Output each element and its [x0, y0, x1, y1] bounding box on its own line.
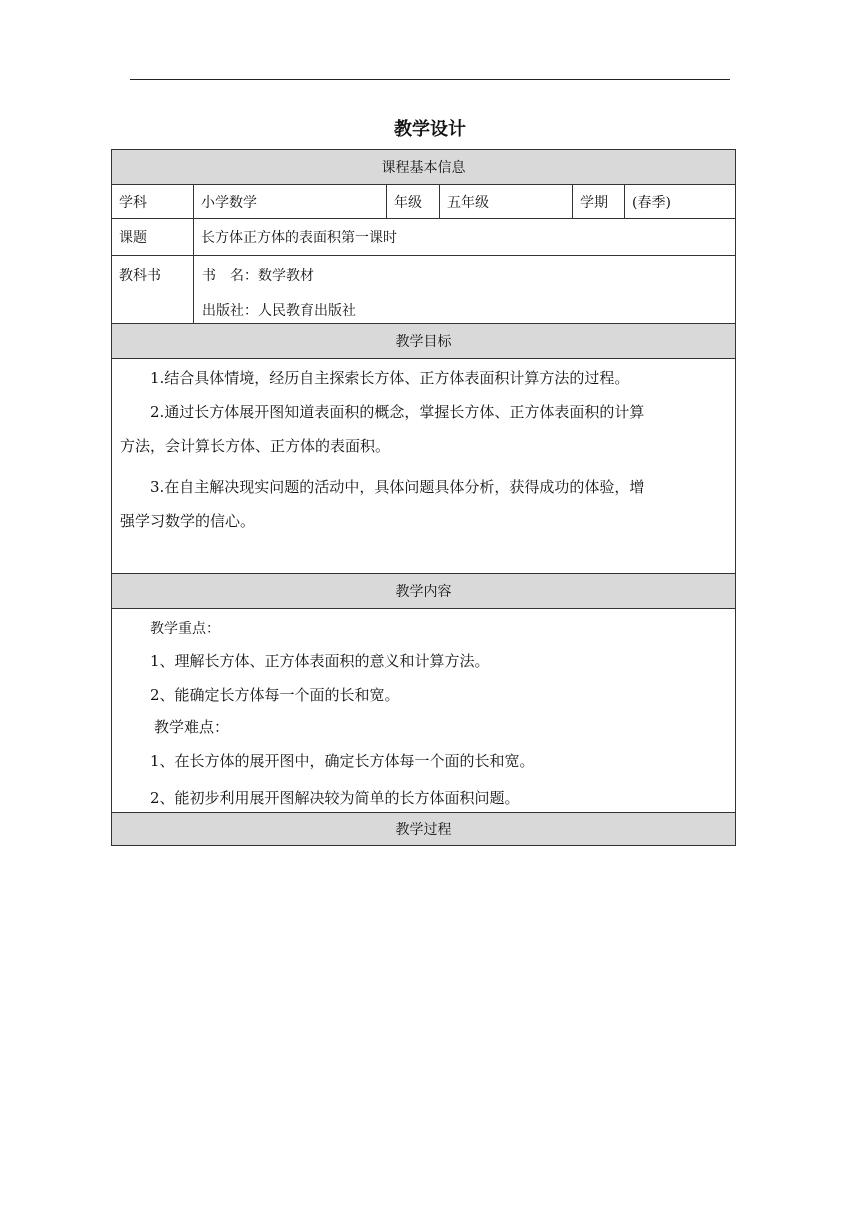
content-cell — [111, 608, 736, 813]
textbook-name: 书 名：数学教材 — [202, 268, 314, 284]
section-process: 教学过程 — [111, 812, 736, 846]
term-value: (春季) — [624, 184, 736, 219]
difficulties-label: 教学难点： — [154, 718, 230, 736]
goals-cell — [111, 358, 736, 574]
goal-item — [120, 361, 728, 395]
document-title: 教学设计 — [394, 119, 466, 140]
textbook-label: 教科书 — [119, 268, 161, 284]
difficulty-item: 2、能初步利用展开图解决较为简单的长方体面积问题。 — [150, 789, 520, 807]
goal-line: 3.在自主解决现实问题的活动中，具体问题具体分析，获得成功的体验，增 — [150, 478, 645, 496]
textbook-publisher: 出版社：人民教育出版社 — [202, 303, 356, 319]
section-content: 教学内容 — [111, 573, 736, 609]
term-label: 学期 — [572, 184, 625, 219]
key-points-label: 教学重点： — [150, 621, 220, 637]
goal-line: 强学习数学的信心。 — [120, 512, 256, 530]
subject-label: 学科 — [111, 184, 194, 219]
difficulty-item: 1、在长方体的展开图中，确定长方体每一个面的长和宽。 — [150, 752, 535, 770]
topic-label: 课题 — [111, 218, 194, 256]
section-goals: 教学目标 — [111, 323, 736, 359]
lesson-plan-table — [111, 149, 736, 846]
textbook-value-cell — [193, 255, 736, 324]
goal-line: 2.通过长方体展开图知道表面积的概念，掌握长方体、正方体表面积的计算 — [150, 403, 645, 421]
grade-value: 五年级 — [439, 184, 573, 219]
goal-item — [120, 470, 728, 538]
section-basic-info: 课程基本信息 — [111, 149, 736, 185]
goal-line: 1.结合具体情境，经历自主探索长方体、正方体表面积计算方法的过程。 — [150, 369, 630, 387]
key-point-item: 1、理解长方体、正方体表面积的意义和计算方法。 — [150, 652, 490, 670]
grade-label: 年级 — [386, 184, 440, 219]
key-point-item: 2、能确定长方体每一个面的长和宽。 — [150, 686, 400, 704]
goal-item — [120, 395, 728, 463]
header-rule — [130, 79, 730, 80]
topic-value: 长方体正方体的表面积第一课时 — [193, 218, 736, 256]
subject-value: 小学数学 — [193, 184, 387, 219]
goal-line: 方法，会计算长方体、正方体的表面积。 — [120, 437, 391, 455]
textbook-label-cell — [111, 255, 194, 324]
